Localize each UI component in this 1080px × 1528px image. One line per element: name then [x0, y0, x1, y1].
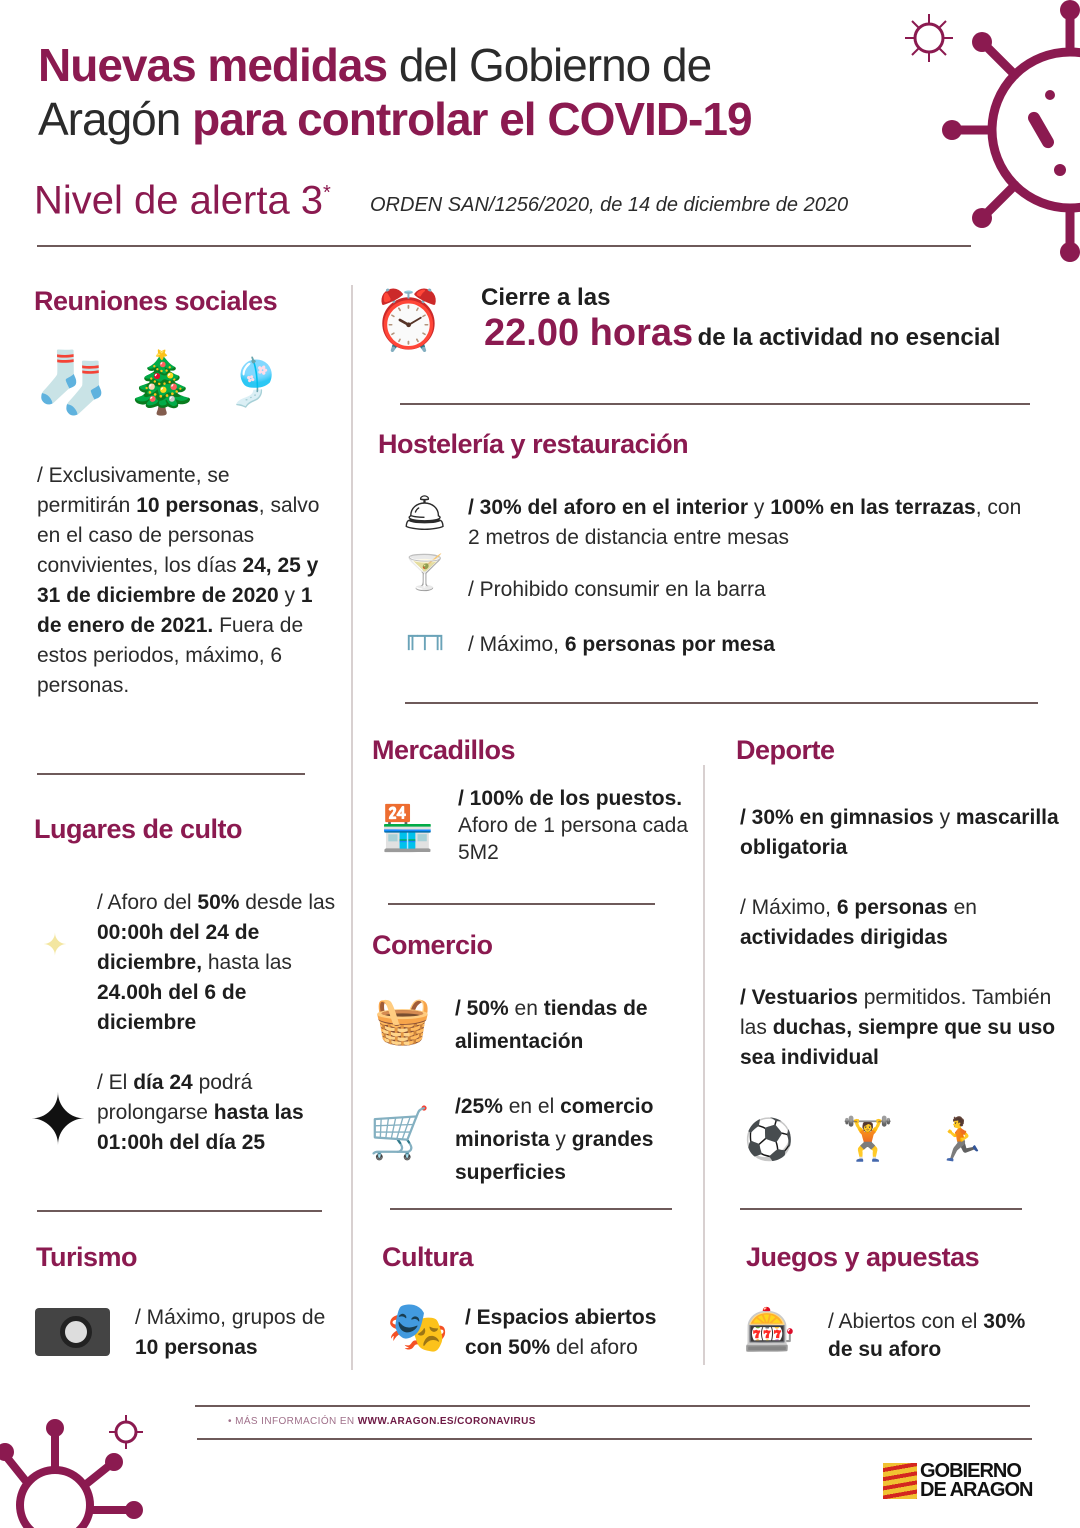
text-segment: y [549, 1128, 572, 1151]
bold-text-segment: / 100% de los puestos. [458, 787, 683, 810]
reuniones-text [37, 461, 322, 701]
text-segment: Aragón [38, 93, 193, 145]
divider [740, 1208, 1022, 1210]
section-title-culto: Lugares de culto [34, 814, 243, 844]
section-title-hosteleria: Hostelería y restauración [378, 429, 689, 459]
casino-chips-icon: 🎰 [743, 1305, 797, 1353]
bold-text-segment: / Espacios abiertos con 50% [465, 1306, 657, 1359]
footer-divider-bottom [197, 1438, 1032, 1440]
cierre-rest: de la actividad no esencial [697, 324, 1001, 351]
bold-text-segment: / 30% en gimnasios [740, 806, 934, 829]
alert-level-text: Nivel de alerta 3 [34, 178, 324, 223]
order-reference: ORDEN SAN/1256/2020, de 14 de diciembre de 2020 [370, 194, 849, 216]
header-divider [37, 245, 971, 247]
hosteleria-item-2 [468, 575, 1028, 605]
bold-text-segment: 24.00h del 6 de diciembre [97, 981, 247, 1034]
divider [405, 702, 1038, 704]
christmas-stocking-icon: 🧦 [34, 349, 110, 416]
section-title-deporte: Deporte [736, 735, 835, 765]
bold-text-segment: /25% [455, 1095, 503, 1118]
bold-text-segment: 10 personas [136, 494, 259, 517]
weightlifter-icon: 🏋 [841, 1115, 895, 1162]
column-divider-1 [351, 285, 353, 1370]
divider [37, 1210, 322, 1212]
footer-info-link[interactable]: WWW.ARAGON.ES/CORONAVIRUS [357, 1416, 536, 1427]
cultura-text [465, 1303, 695, 1363]
text-segment: en [947, 896, 977, 919]
footer-info-prefix: MÁS INFORMACIÓN EN [235, 1416, 358, 1427]
divider [390, 1208, 672, 1210]
text-segment: / Exclusivamente, se permitirán [37, 464, 230, 517]
hosteleria-item-3 [468, 630, 1028, 660]
divider [388, 903, 655, 905]
bold-text-segment: 50% [197, 891, 240, 914]
table-chairs-icon: ╓┬╖ [403, 622, 447, 650]
bold-text-segment: duchas, siempre que su uso sea individual [740, 1016, 1056, 1069]
culto-text-1 [97, 888, 347, 1038]
alarm-clock-icon: ⏰ [372, 287, 446, 353]
section-title-turismo: Turismo [36, 1242, 138, 1272]
bold-text-segment: 6 personas [836, 896, 948, 919]
cocktail-icon: 🍸 [403, 553, 447, 592]
text-segment: y [278, 584, 301, 607]
bold-text-segment: actividades dirigidas [740, 926, 948, 949]
bold-text-segment: mascarilla obligatoria [740, 806, 1059, 859]
text-segment: / Prohibido consumir en la barra [468, 578, 766, 601]
text-segment: en [508, 997, 544, 1020]
deporte-item-2 [740, 893, 1060, 953]
footer-divider-top [195, 1405, 1030, 1407]
gobierno-aragon-logo [920, 1462, 1032, 1500]
section-title-reuniones: Reuniones sociales [34, 286, 278, 316]
section-title-cultura: Cultura [382, 1242, 473, 1272]
text-segment: en el [502, 1095, 561, 1118]
virus-decoration-icon [940, 0, 1080, 270]
bold-text-segment: día 24 [133, 1071, 193, 1094]
text-segment: Fuera de estos periodos, máximo, 6 personas. [37, 614, 304, 697]
bold-text-segment: tiendas de alimentación [455, 997, 648, 1053]
section-title-juegos: Juegos y apuestas [746, 1242, 980, 1272]
text-segment: podrá prolongarse [97, 1071, 253, 1124]
bold-text-segment: 00:00h del 24 de diciembre, [97, 921, 260, 974]
deporte-item-1 [740, 803, 1060, 863]
text-segment: / El [97, 1071, 134, 1094]
divider [400, 403, 1030, 405]
text-segment: y [748, 496, 771, 519]
bold-text-segment: / 50% [455, 997, 509, 1020]
bold-text-segment: 1 de enero de 2021. [37, 584, 313, 637]
text-segment: y [933, 806, 956, 829]
cierre-line-1: Cierre a las [481, 284, 611, 311]
alert-asterisk: * [323, 182, 331, 204]
text-segment: / Aforo del [97, 891, 198, 914]
star-sparkle-icon: ✦ [28, 1081, 88, 1159]
bold-text-segment: para controlar el COVID-19 [192, 93, 752, 145]
text-segment: permitidos. También las [740, 986, 1052, 1039]
comercio-item-2 [455, 1090, 695, 1189]
culto-text-2 [97, 1068, 337, 1158]
bold-text-segment: 10 personas [135, 1336, 258, 1359]
christmas-ornaments-icon: 🎐 [225, 356, 284, 408]
text-segment: , con 2 metros de distancia entre mesas [468, 496, 1022, 549]
hosteleria-item-1 [468, 493, 1038, 553]
text-segment: / Máximo, [468, 633, 565, 656]
bold-text-segment: grandes superficies [455, 1128, 654, 1184]
serving-cloche-icon: 🛎 [401, 492, 448, 533]
juegos-text [828, 1308, 1048, 1364]
text-segment: desde las [239, 891, 336, 914]
column-divider-2 [703, 765, 705, 1365]
turismo-text [135, 1303, 335, 1363]
theater-masks-icon: 🎭 [386, 1298, 450, 1355]
cierre-hours: 22.00 horas [484, 312, 694, 354]
logo-line-1: GOBIERNO [920, 1460, 1021, 1482]
bold-text-segment: comercio minorista [455, 1095, 654, 1151]
footer-info: • MÁS INFORMACIÓN EN WWW.ARAGON.ES/CORONAVIRUS [228, 1416, 536, 1427]
grocery-basket-icon: 🧺 [374, 993, 432, 1046]
text-segment: Aforo de 1 persona cada 5M2 [458, 814, 688, 864]
bold-text-segment: 100% en las terrazas [770, 496, 976, 519]
mercadillos-text [458, 785, 688, 866]
runner-icon: 🏃 [934, 1115, 987, 1163]
christmas-tree-icon: 🎄 [124, 349, 200, 416]
title-line-2 [38, 92, 752, 146]
market-stall-icon: 🏪 [380, 803, 435, 853]
camera-icon [35, 1308, 110, 1356]
bold-text-segment: / Vestuarios [740, 986, 858, 1009]
bold-text-segment: / 30% del aforo en el interior [468, 496, 749, 519]
small-virus-icon [903, 12, 955, 64]
cierre-line-2 [484, 312, 1000, 355]
bold-text-segment: 6 personas por mesa [564, 633, 775, 656]
bold-text-segment: hasta las 01:00h del día 25 [97, 1101, 304, 1154]
aragon-flag-logo-icon [883, 1463, 917, 1499]
small-virus-bottom-icon [108, 1414, 144, 1450]
logo-line-2: DE ARAGON [920, 1479, 1033, 1501]
section-title-comercio: Comercio [372, 930, 493, 960]
bold-text-segment: 30% de su aforo [828, 1310, 1026, 1361]
text-segment: / Máximo, grupos de [135, 1306, 326, 1329]
text-segment: , salvo en el caso de personas convivientes, los días [37, 494, 320, 577]
shopping-cart-icon: 🛒 [368, 1104, 432, 1161]
light-glow-icon: ✦ [42, 928, 68, 962]
text-segment: del Gobierno de [387, 39, 712, 91]
bold-text-segment: 24, 25 y 31 de diciembre de 2020 [37, 554, 319, 607]
text-segment: hasta las [202, 951, 292, 974]
soccer-ball-icon: ⚽ [744, 1117, 794, 1162]
bold-text-segment: Nuevas medidas [38, 39, 388, 91]
title-line-1 [38, 38, 711, 92]
divider [37, 773, 305, 775]
comercio-item-1 [455, 992, 695, 1058]
section-title-mercadillos: Mercadillos [372, 735, 516, 765]
text-segment: / Abiertos con el [828, 1310, 984, 1333]
deporte-item-3 [740, 983, 1070, 1073]
text-segment: / Máximo, [740, 896, 837, 919]
text-segment: del aforo [550, 1336, 638, 1359]
alert-level [34, 168, 331, 225]
